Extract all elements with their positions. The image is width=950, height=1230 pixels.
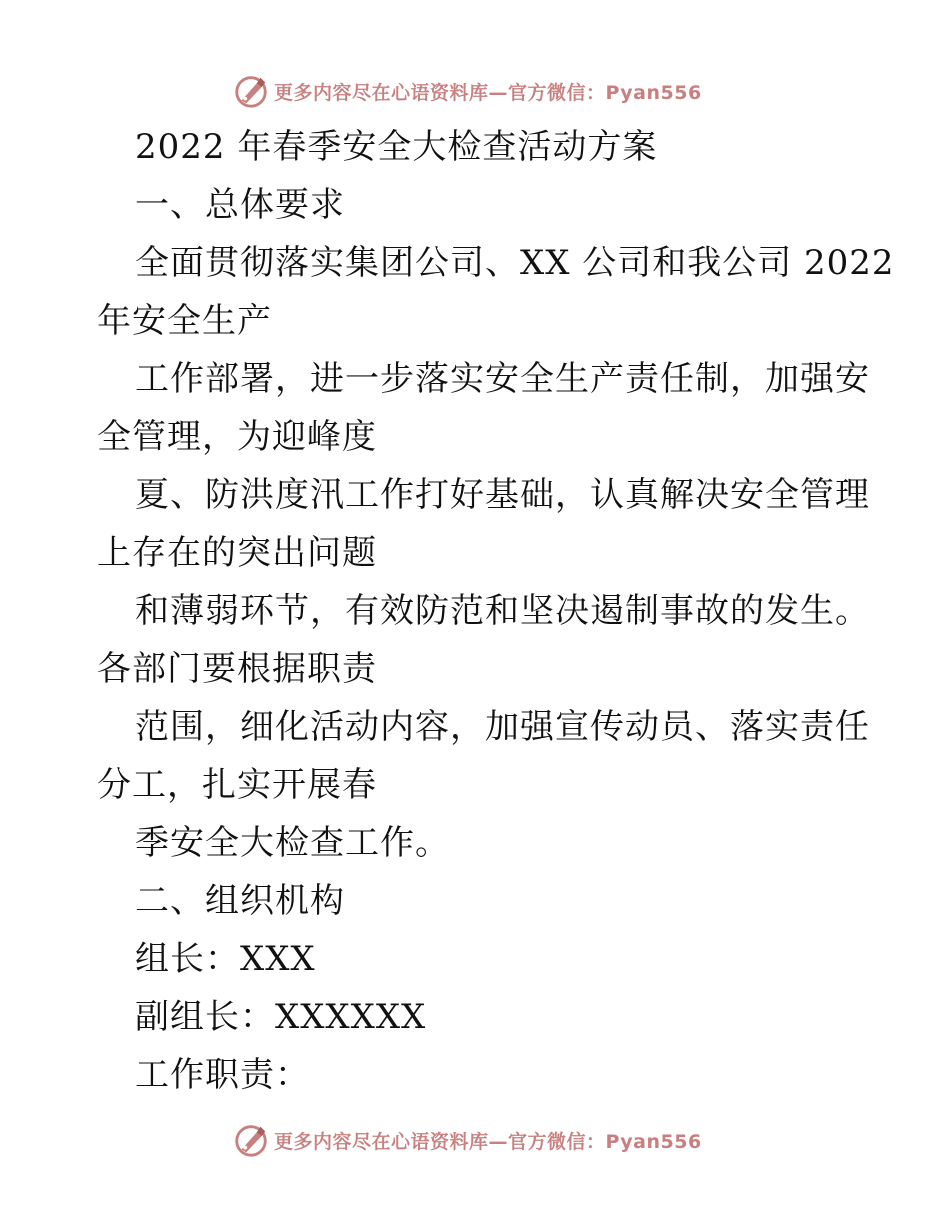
paragraph-line: 季安全大检查工作。 — [135, 823, 450, 863]
paragraph-line: 年安全生产 — [97, 301, 272, 341]
paragraph-line: 全面贯彻落实集团公司、XX 公司和我公司 2022 — [135, 243, 895, 283]
leader-line: 组长：XXX — [135, 939, 316, 979]
document-body — [97, 118, 895, 1104]
section-heading: 一、总体要求 — [135, 185, 345, 225]
banner-text: 更多内容尽在心语资料库—官方微信：Pyan556 — [274, 81, 702, 104]
paragraph-line: 工作部署，进一步落实安全生产责任制，加强安 — [135, 359, 870, 399]
pen-logo-icon — [232, 1121, 270, 1159]
paragraph-line: 范围，细化活动内容，加强宣传动员、落实责任 — [135, 707, 870, 747]
header-banner — [232, 71, 702, 111]
footer-banner — [232, 1120, 702, 1160]
section-heading: 二、组织机构 — [135, 881, 345, 921]
paragraph-line: 和薄弱环节，有效防范和坚决遏制事故的发生。 — [135, 591, 870, 631]
paragraph-line: 分工，扎实开展春 — [97, 765, 377, 805]
paragraph-line: 全管理，为迎峰度 — [97, 417, 377, 457]
paragraph-line: 各部门要根据职责 — [97, 649, 377, 689]
doc-title: 2022 年春季安全大检查活动方案 — [135, 127, 658, 167]
paragraph-line: 上存在的突出问题 — [97, 533, 377, 573]
banner-text: 更多内容尽在心语资料库—官方微信：Pyan556 — [274, 1130, 702, 1153]
duties-line: 工作职责： — [135, 1055, 310, 1095]
deputy-leader-line: 副组长：XXXXXX — [135, 997, 427, 1037]
pen-logo-icon — [232, 72, 270, 110]
paragraph-line: 夏、防洪度汛工作打好基础，认真解决安全管理 — [135, 475, 870, 515]
